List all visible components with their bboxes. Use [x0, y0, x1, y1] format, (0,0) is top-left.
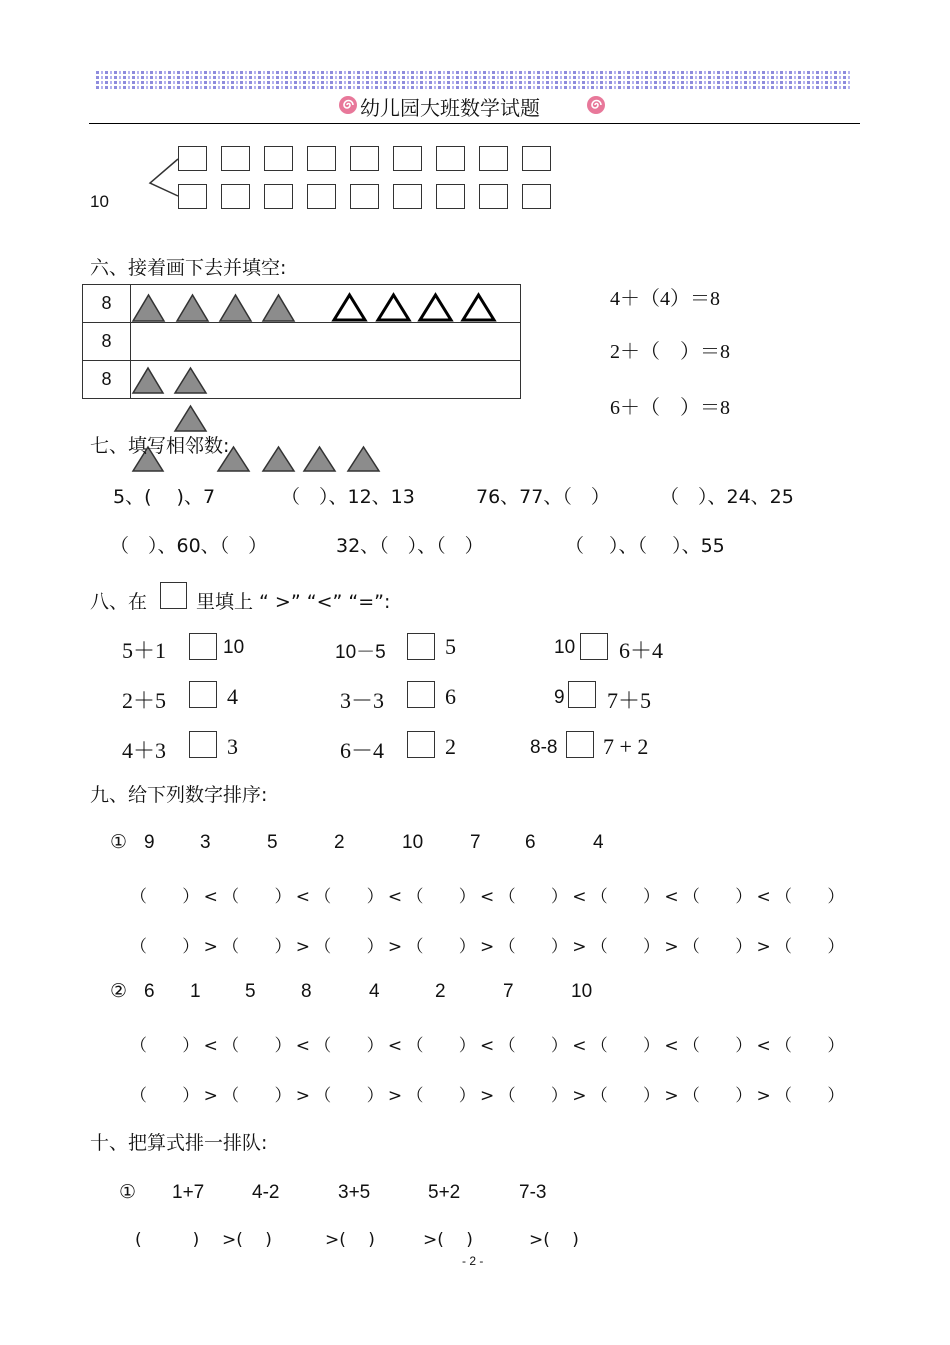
answer-box[interactable]: [350, 184, 379, 209]
sort-number: 1: [190, 981, 201, 1002]
compare-answer-box[interactable]: [566, 731, 594, 758]
triangle-outline-icon: [420, 295, 451, 320]
neighbor-number-item: （ ）、12、13: [281, 486, 415, 508]
triangle-filled-icon: [133, 295, 164, 321]
sort-number: 6: [525, 832, 536, 853]
answer-box[interactable]: [264, 184, 293, 209]
section-8-title-pre: 八、在: [90, 591, 148, 613]
triangle-filled-icon: [263, 447, 294, 471]
answer-box[interactable]: [350, 146, 379, 171]
expression: 4-2: [252, 1182, 280, 1203]
sort-descending-row[interactable]: （ ）>（ ）>（ ）>（ ）>（ ）>（ ）>（ ）>（ ）: [130, 1086, 849, 1106]
compare-left: 3－3: [340, 688, 385, 713]
order-slot[interactable]: >( ): [325, 1230, 375, 1250]
answer-box[interactable]: [436, 184, 465, 209]
compare-right: 3: [227, 734, 238, 759]
triangle-outline-icon: [378, 295, 409, 320]
sort-number: 6: [144, 981, 155, 1002]
row-number: 8: [83, 361, 131, 399]
sort-number: 7: [503, 981, 514, 1002]
compare-left: 9: [554, 687, 565, 708]
row-number: 8: [83, 285, 131, 323]
compare-right: 10: [223, 637, 245, 658]
compare-answer-box[interactable]: [580, 633, 608, 660]
sort-ascending-row[interactable]: （ ）<（ ）<（ ）<（ ）<（ ）<（ ）<（ ）<（ ）: [130, 1036, 849, 1056]
triangle-filled-icon: [220, 295, 251, 321]
order-slot[interactable]: >( ): [222, 1230, 272, 1250]
sort-descending-row[interactable]: （ ）>（ ）>（ ）>（ ）>（ ）>（ ）>（ ）>（ ）: [130, 937, 849, 957]
order-slot[interactable]: >( ): [423, 1230, 473, 1250]
group-marker: ①: [119, 1182, 137, 1203]
triangle-filled-icon: [133, 368, 163, 393]
triangle-filled-icon: [304, 447, 335, 471]
triangle-outline-icon: [334, 295, 365, 320]
neighbor-number-item: 76、77、（ ）: [476, 486, 610, 508]
compare-answer-box[interactable]: [407, 633, 435, 660]
section-8-title-post: 里填上 “ >” “<” “=”:: [196, 591, 391, 613]
sort-number: 4: [369, 981, 380, 1002]
sort-ascending-row[interactable]: （ ）<（ ）<（ ）<（ ）<（ ）<（ ）<（ ）<（ ）: [130, 887, 849, 907]
row-number: 8: [83, 323, 131, 361]
order-slot[interactable]: >( ): [529, 1230, 579, 1250]
compare-right: 4: [227, 684, 238, 709]
equation: 6＋（ ）＝8: [610, 397, 730, 419]
expression: 7-3: [519, 1182, 547, 1203]
group-marker: ①: [110, 832, 128, 853]
section-10-title: 十、把算式排一排队:: [90, 1132, 268, 1154]
compare-left: 10－5: [335, 642, 386, 663]
sort-number: 3: [200, 832, 211, 853]
expression: 3+5: [338, 1182, 371, 1203]
compare-right: 2: [445, 734, 456, 759]
answer-box[interactable]: [393, 184, 422, 209]
neighbor-number-item: 32、（ ）、（ ）: [336, 535, 484, 557]
compare-right: 7 + 2: [603, 734, 649, 759]
expression: 5+2: [428, 1182, 461, 1203]
sort-number: 4: [593, 832, 604, 853]
compare-right: 7＋5: [607, 688, 652, 713]
sort-number: 10: [571, 981, 593, 1002]
compare-left: 10: [554, 637, 576, 658]
answer-box[interactable]: [221, 184, 250, 209]
triangle-filled-icon: [263, 295, 294, 321]
compare-left: 5＋1: [122, 638, 167, 663]
swirl-icon: [586, 95, 606, 115]
answer-box[interactable]: [307, 146, 336, 171]
triangle-outline-icon: [463, 295, 494, 320]
neighbor-number-item: （ ）、（ ）、55: [565, 535, 725, 557]
equation: 2＋（ ）＝8: [610, 341, 730, 363]
page-title: 幼儿园大班数学试题: [360, 96, 540, 120]
compare-left: 8-8: [530, 737, 558, 758]
sort-number: 10: [402, 832, 424, 853]
sort-number: 2: [334, 832, 345, 853]
header-rule: [89, 123, 860, 124]
section-6-title: 六、接着画下去并填空:: [90, 257, 287, 279]
compare-right: 5: [445, 634, 456, 659]
sort-number: 9: [144, 832, 155, 853]
answer-box[interactable]: [221, 146, 250, 171]
triangle-filled-icon: [175, 406, 206, 431]
compare-answer-box[interactable]: [407, 731, 435, 758]
answer-box[interactable]: [522, 184, 551, 209]
answer-box[interactable]: [178, 146, 207, 171]
answer-box[interactable]: [479, 146, 508, 171]
order-slot[interactable]: ( ): [135, 1230, 200, 1250]
compare-right: 6＋4: [619, 638, 664, 663]
compare-answer-box[interactable]: [407, 681, 435, 708]
answer-box[interactable]: [307, 184, 336, 209]
answer-box: [160, 582, 187, 609]
triangle-filled-icon: [348, 447, 379, 471]
triangle-filled-icon: [175, 368, 206, 393]
answer-box[interactable]: [264, 146, 293, 171]
triangle-filled-icon: [177, 295, 208, 321]
compare-answer-box[interactable]: [189, 731, 217, 758]
answer-box[interactable]: [393, 146, 422, 171]
swirl-icon: [338, 95, 358, 115]
compare-answer-box[interactable]: [189, 681, 217, 708]
neighbor-number-item: （ ）、60、（ ）: [110, 535, 268, 557]
sort-number: 2: [435, 981, 446, 1002]
split-number: 10: [90, 192, 109, 211]
answer-box[interactable]: [479, 184, 508, 209]
compare-answer-box[interactable]: [568, 681, 596, 708]
neighbor-number-item: （ ）、24、25: [660, 486, 794, 508]
compare-answer-box[interactable]: [189, 633, 217, 660]
equation: 4＋（4）＝8: [610, 288, 720, 310]
neighbor-number-item: 5、( )、7: [113, 486, 216, 508]
header-decorative-border: [96, 71, 850, 89]
answer-box[interactable]: [436, 146, 465, 171]
expression: 1+7: [172, 1182, 205, 1203]
compare-right: 6: [445, 684, 456, 709]
sort-number: 5: [267, 832, 278, 853]
sort-number: 8: [301, 981, 312, 1002]
compare-left: 6－4: [340, 738, 385, 763]
sort-number: 7: [470, 832, 481, 853]
group-marker: ②: [110, 981, 128, 1002]
section-9-title: 九、给下列数字排序:: [90, 784, 268, 806]
answer-box[interactable]: [178, 184, 207, 209]
page-number: - 2 -: [462, 1254, 484, 1268]
answer-box[interactable]: [522, 146, 551, 171]
compare-left: 4＋3: [122, 738, 167, 763]
sort-number: 5: [245, 981, 256, 1002]
compare-left: 2＋5: [122, 688, 167, 713]
section-7-title: 七、填写相邻数:: [90, 435, 230, 457]
